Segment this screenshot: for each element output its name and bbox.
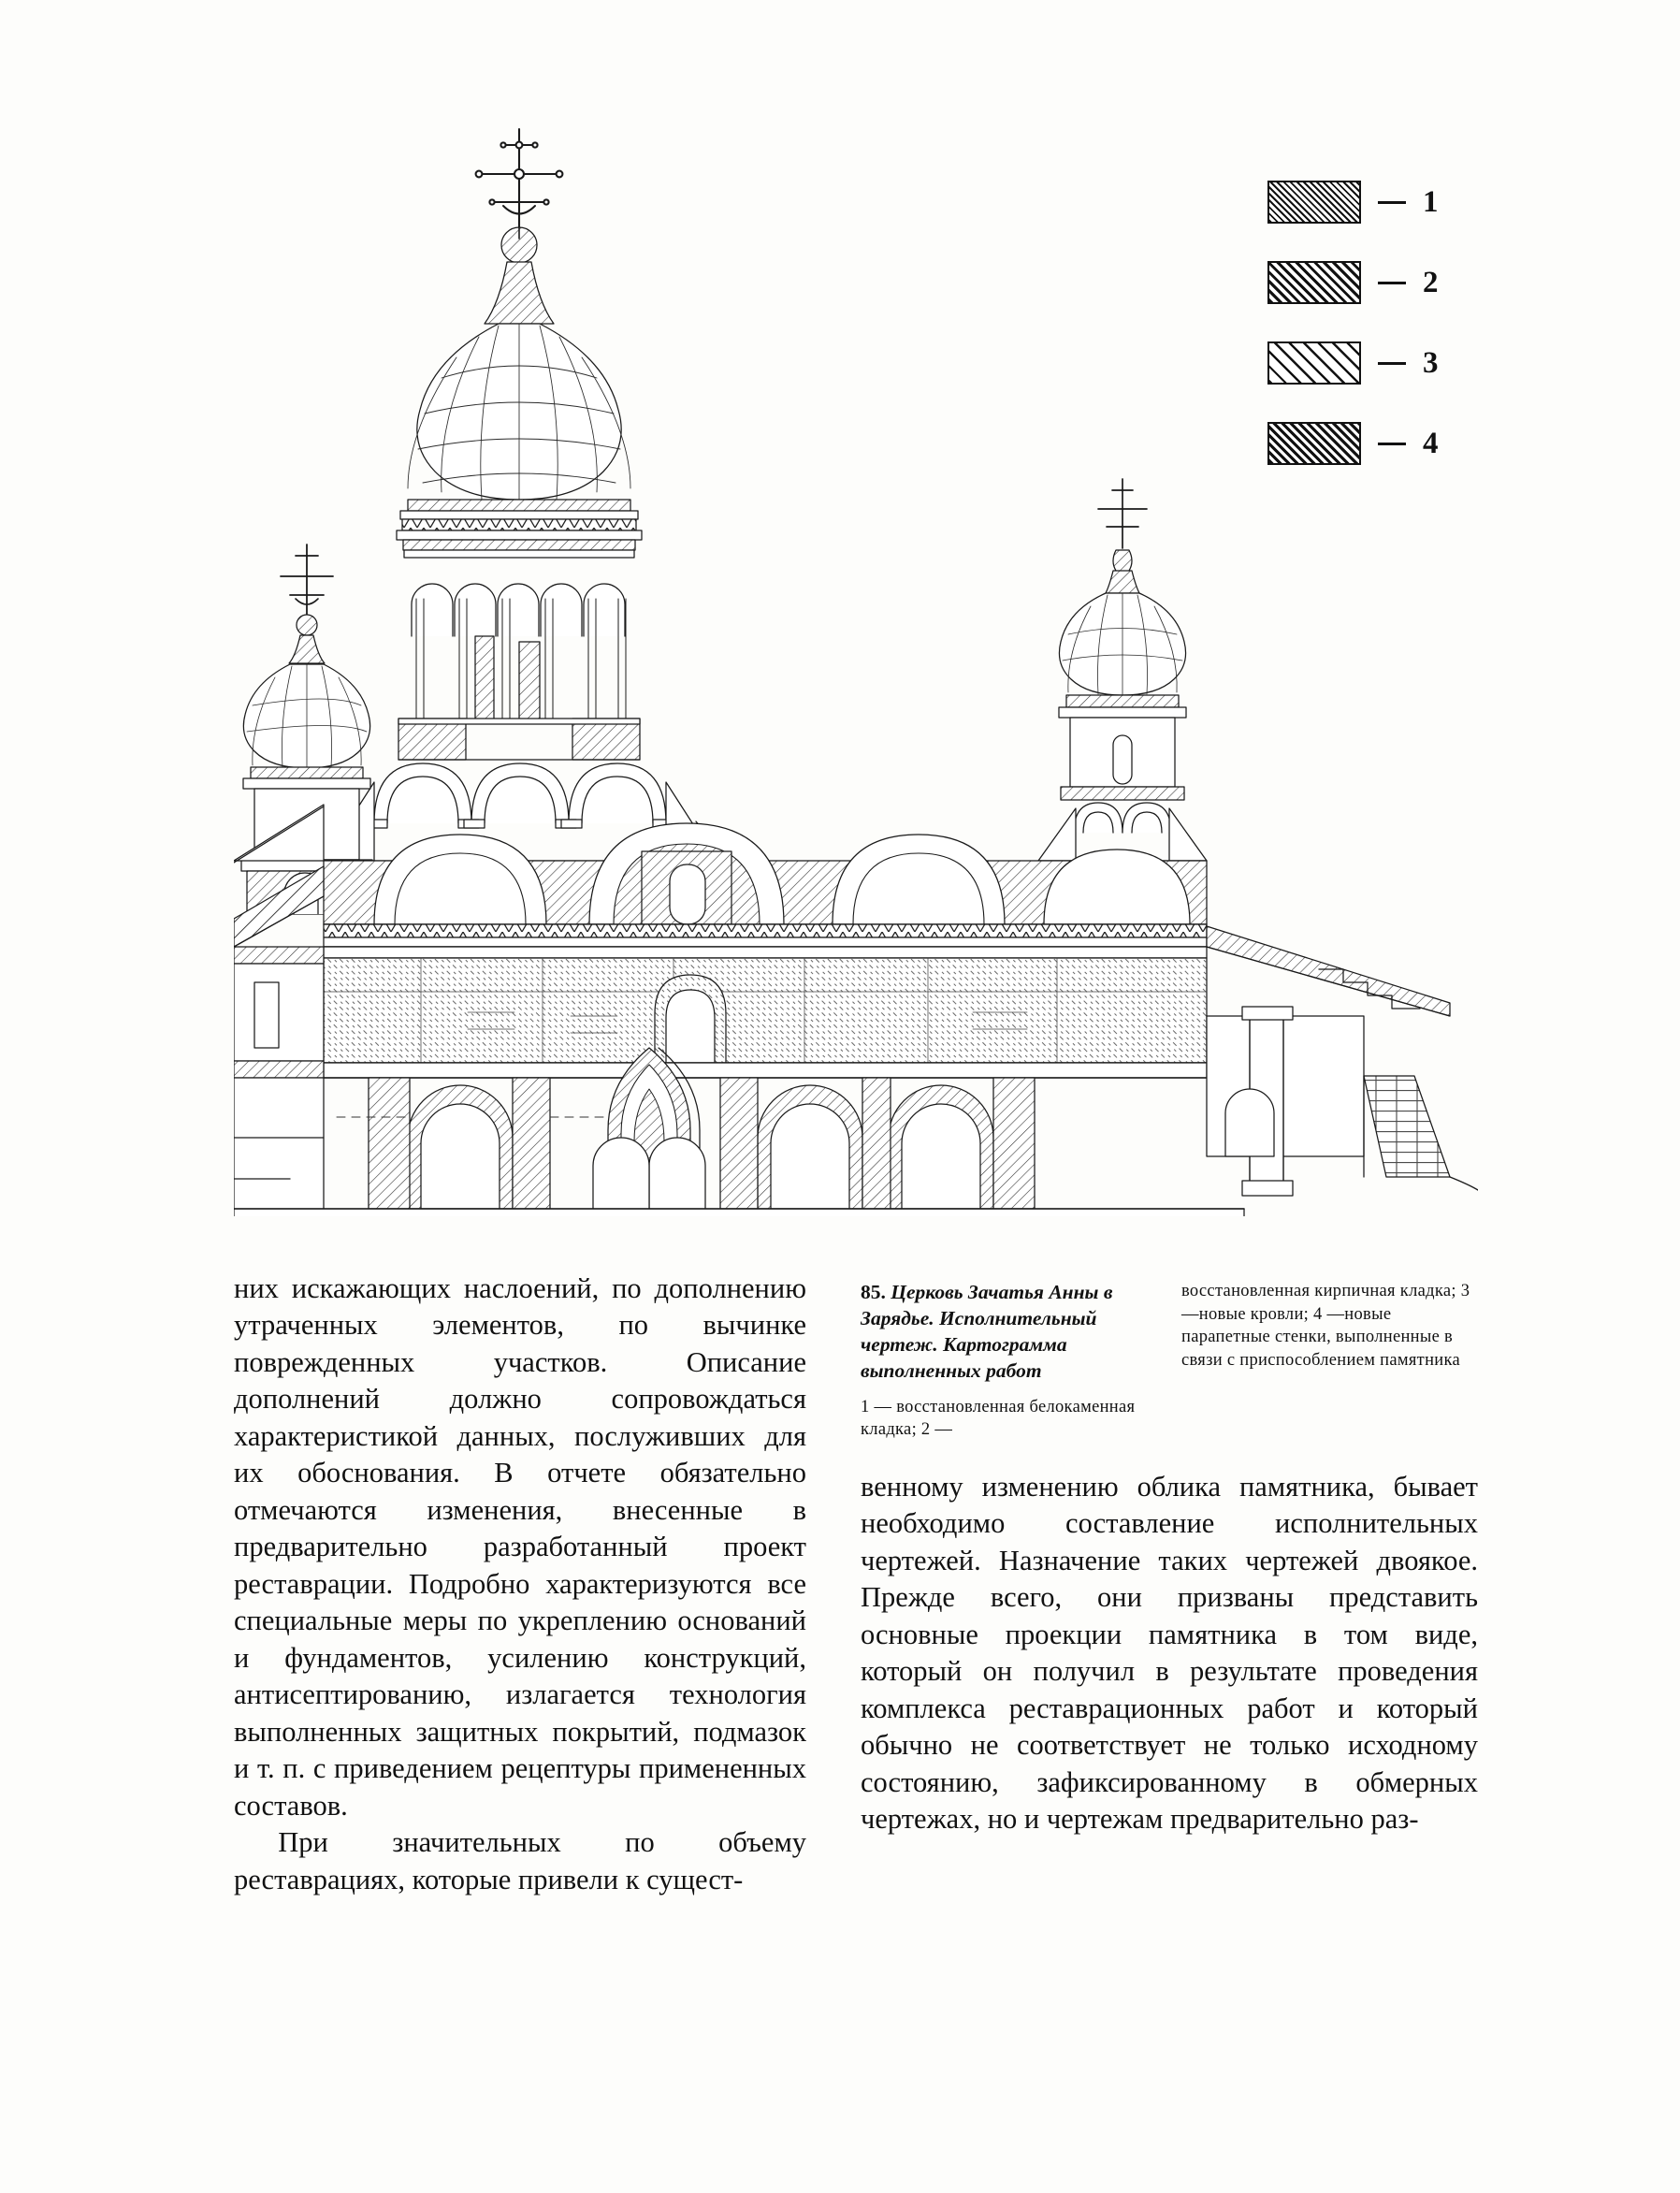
legend-swatch-2: [1267, 261, 1361, 304]
central-drum-arcade: [398, 550, 640, 760]
legend-dash-2: [1378, 282, 1406, 284]
legend-swatch-3: [1267, 341, 1361, 385]
body-text-right-column: [861, 1469, 1478, 1838]
legend-item-1: [1267, 178, 1520, 226]
caption-key-continue: восстановленная кирпичная кладка; 3 —новые кровли; 4 —новые парапетные стенки, выполненные в связи с приспособлением памятника: [1181, 1282, 1470, 1370]
caption-title-text: Церковь Зачатья Анны в Зарядье. Исполнительный чертеж. Картограмма выполненных работ: [861, 1281, 1113, 1382]
hatch-legend: [1267, 178, 1520, 500]
left-paragraph-1: них искажающих наслоений, по дополнению утраченных элементов, по вычинке поврежденных участков. Описание дополнений должно сопровождаться характеристикой данных, послуживших для их обоснования. В отчете обязательно отмечаются изменения, внесенные в предварительно разработанный проект реставрации. Подробно характеризуются все специальные меры по укреплению оснований и фундаментов, усилению конструкций, антисептированию, излагается технология выполненных защитных покрытий, подмазок и т. п. с приведением рецептуры примененных составов.: [234, 1272, 806, 1822]
right-paragraph-1: венному изменению облика памятника, бывает необходимо составление исполнительных чертежей. Назначение таких чертежей двоякое. Прежде всего, они призваны представить основные проекции памятника в том виде, который он получил в результате проведения комплекса реставрационных работ и который обычно не соответствует не только исходному состоянию, зафиксированному в обмерных чертежах, но и чертежам предварительно раз-: [861, 1471, 1478, 1836]
legend-number-3: 3: [1423, 345, 1439, 380]
legend-item-4: [1267, 419, 1520, 468]
caption-title: [861, 1280, 1157, 1385]
right-small-dome: [1038, 479, 1207, 861]
legend-swatch-1: [1267, 181, 1361, 224]
legend-dash-1: [1378, 201, 1406, 204]
legend-item-3: [1267, 339, 1520, 387]
caption-key-start: 1 — восстановленная белокаменная кладка; 2 —: [861, 1397, 1136, 1440]
legend-item-2: [1267, 258, 1520, 307]
right-annex-porch: [1207, 926, 1478, 1196]
left-paragraph-2: При значительных по объему реставрациях, которые привели к сущест-: [234, 1826, 806, 1895]
central-dome-group: [397, 129, 642, 550]
body-text-left-column: [234, 1271, 806, 1898]
legend-number-1: 1: [1423, 184, 1439, 219]
ground-floor-arcade: [324, 1048, 1207, 1209]
figure-number: 85.: [861, 1281, 886, 1303]
legend-dash-4: [1378, 443, 1406, 445]
legend-number-4: 4: [1423, 426, 1439, 460]
legend-number-2: 2: [1423, 265, 1439, 299]
caption-column-2: [1181, 1280, 1478, 1442]
figure-caption: [861, 1280, 1478, 1442]
basement-podklet: [234, 1209, 1244, 1216]
legend-dash-3: [1378, 362, 1406, 365]
legend-swatch-4: [1267, 422, 1361, 465]
caption-column-1: [861, 1280, 1157, 1442]
main-wall-masonry-band: [324, 958, 1207, 1063]
